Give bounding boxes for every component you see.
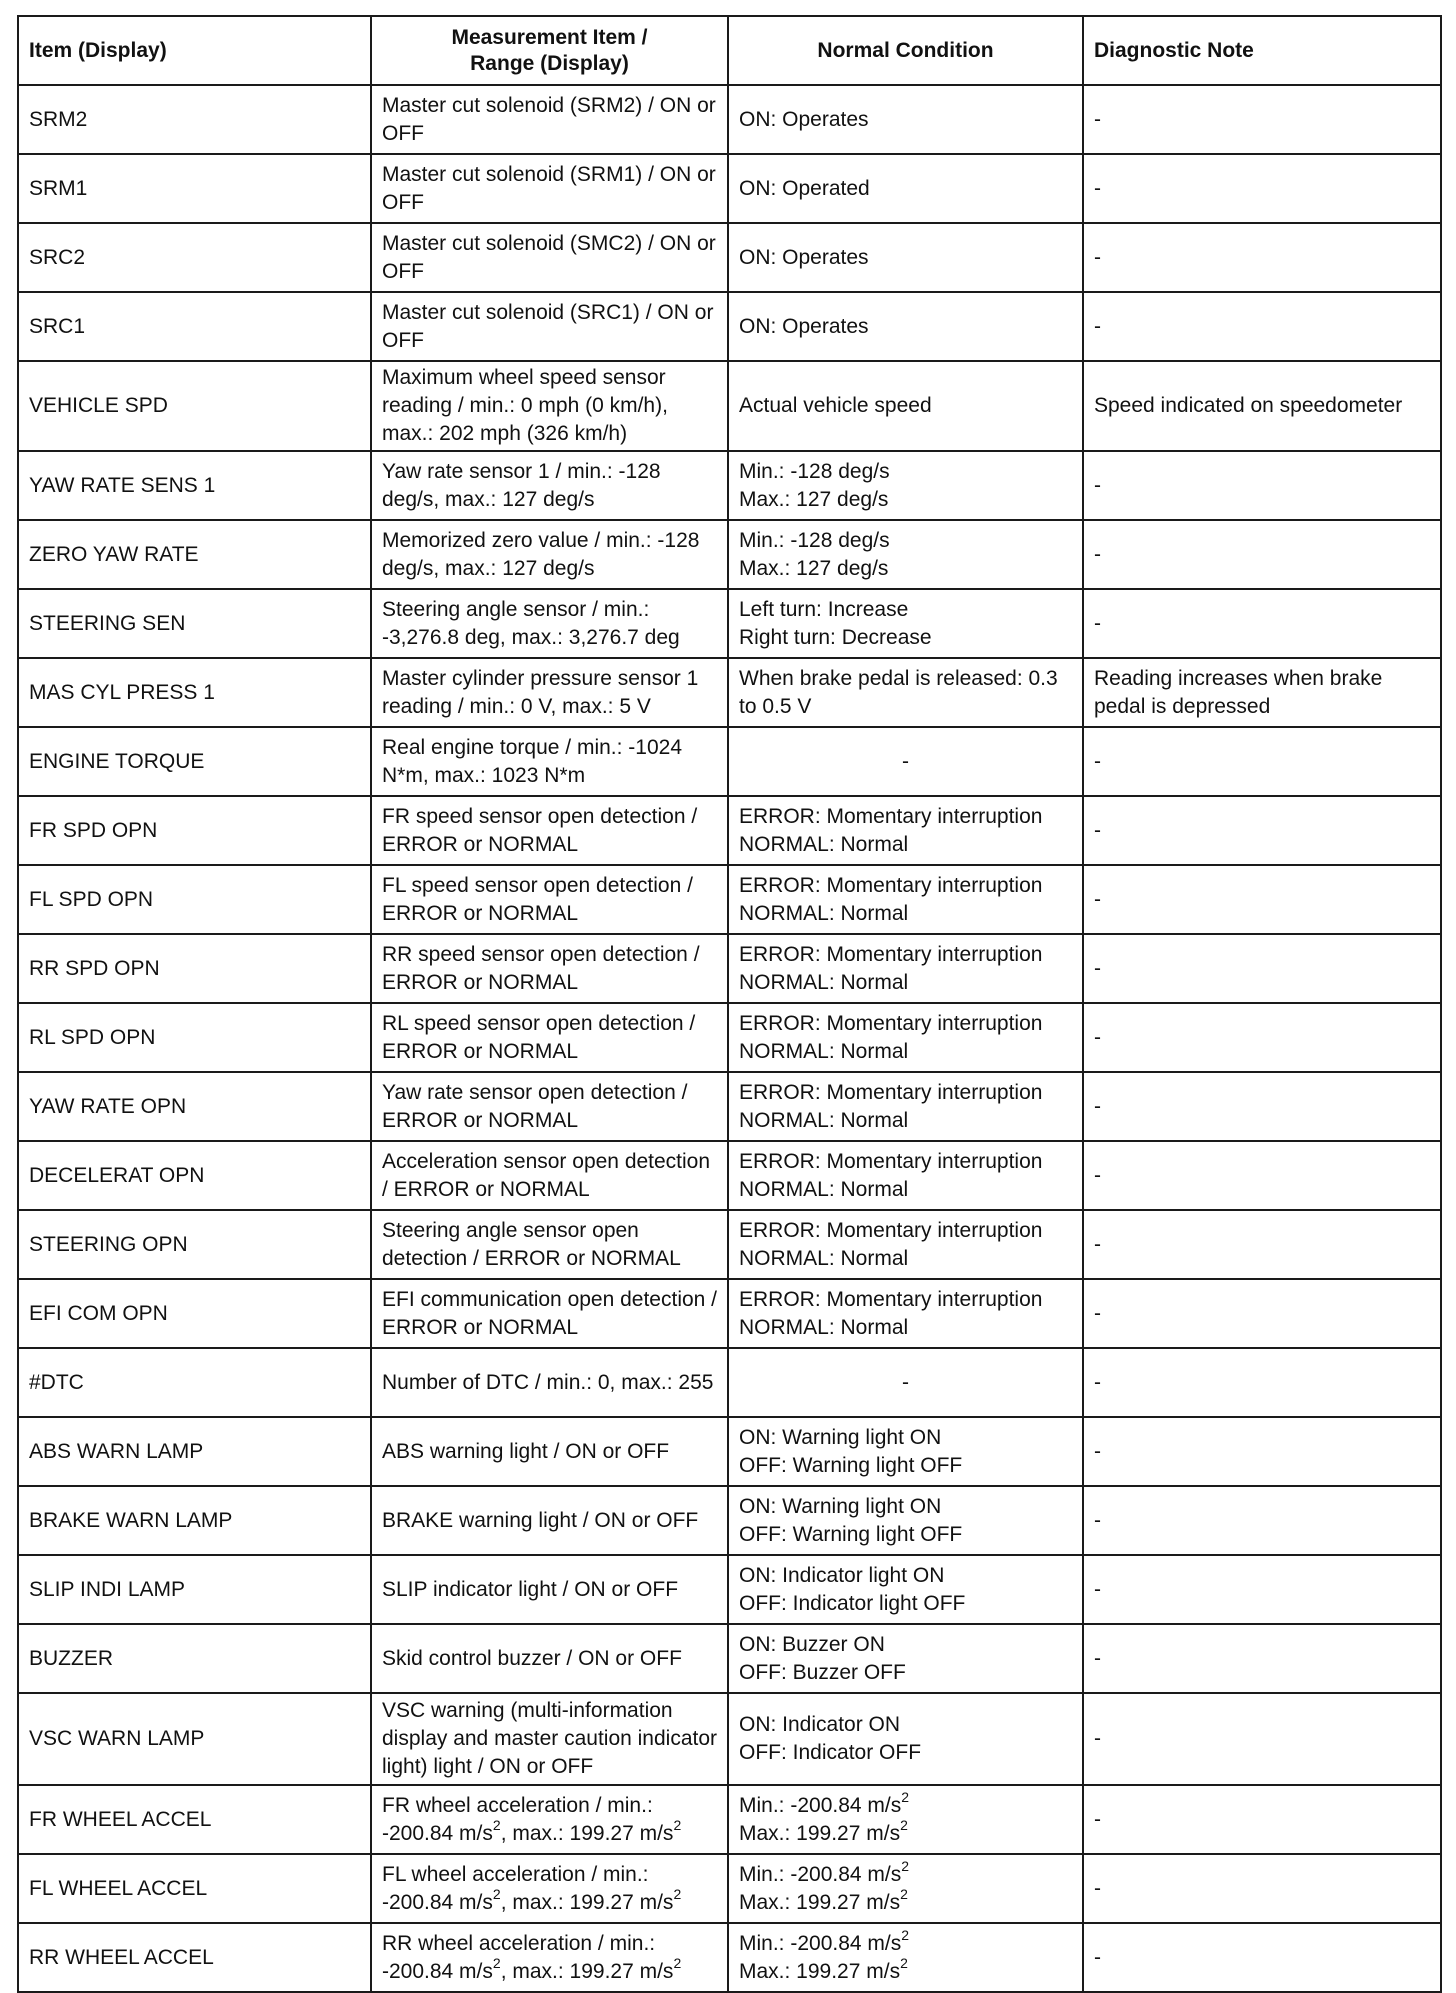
superscript-2: 2 <box>673 1954 682 1971</box>
normal-line: Max.: 199.27 $m/s^2$ <box>739 1885 908 1914</box>
cell-measurement: FR speed sensor open detection / ERROR or NORMAL <box>371 796 728 865</box>
table-row <box>18 1555 1441 1624</box>
table-row <box>18 520 1441 589</box>
normal-line: ON: Operated <box>739 176 870 200</box>
normal-line: Right turn: Decrease <box>739 625 932 649</box>
normal-line: NORMAL: Normal <box>739 1315 909 1339</box>
cell-normal <box>728 1693 1083 1785</box>
normal-line: When brake pedal is released: 0.3 to 0.5 V <box>739 666 1058 718</box>
cell-normal <box>728 1486 1083 1555</box>
cell-item: YAW RATE OPN <box>18 1072 371 1141</box>
cell-item: FR SPD OPN <box>18 796 371 865</box>
table-row <box>18 1486 1441 1555</box>
cell-normal <box>728 727 1083 796</box>
cell-measurement: VSC warning (multi-information display and master caution indicator light) light / ON or OFF <box>371 1693 728 1785</box>
table-row <box>18 1003 1441 1072</box>
normal-line: - <box>902 1370 909 1394</box>
cell-note: - <box>1083 223 1441 292</box>
normal-line: OFF: Warning light OFF <box>739 1453 963 1477</box>
table-row <box>18 1624 1441 1693</box>
cell-note: - <box>1083 1348 1441 1417</box>
normal-line: Min.: -128 deg/s <box>739 528 890 552</box>
table-row <box>18 865 1441 934</box>
cell-normal <box>728 85 1083 154</box>
cell-note: - <box>1083 1417 1441 1486</box>
normal-line: NORMAL: Normal <box>739 1177 909 1201</box>
table-row <box>18 361 1441 451</box>
cell-normal <box>728 520 1083 589</box>
cell-normal <box>728 1854 1083 1923</box>
cell-measurement: Real engine torque / min.: -1024 N*m, max.: 1023 N*m <box>371 727 728 796</box>
cell-measurement: FR wheel acceleration / min.: -200.84 $m/s^2$, max.: 199.27 $m/s^2$ <box>371 1785 728 1854</box>
table-row <box>18 1141 1441 1210</box>
cell-normal <box>728 865 1083 934</box>
superscript-2: 2 <box>492 1885 501 1902</box>
superscript-2: 2 <box>492 1816 501 1833</box>
normal-line: NORMAL: Normal <box>739 1039 909 1063</box>
cell-measurement: Master cut solenoid (SRM1) / ON or OFF <box>371 154 728 223</box>
normal-line: OFF: Buzzer OFF <box>739 1660 906 1684</box>
table-row <box>18 589 1441 658</box>
cell-measurement: Master cut solenoid (SMC2) / ON or OFF <box>371 223 728 292</box>
cell-item: SRC2 <box>18 223 371 292</box>
cell-item: SRM1 <box>18 154 371 223</box>
superscript-2: 2 <box>900 1885 908 1902</box>
normal-line: NORMAL: Normal <box>739 970 909 994</box>
cell-item: FL WHEEL ACCEL <box>18 1854 371 1923</box>
cell-note: - <box>1083 1923 1441 1992</box>
cell-normal <box>728 1141 1083 1210</box>
cell-item: #DTC <box>18 1348 371 1417</box>
table-row <box>18 292 1441 361</box>
cell-normal <box>728 451 1083 520</box>
cell-item: FL SPD OPN <box>18 865 371 934</box>
cell-item: SLIP INDI LAMP <box>18 1555 371 1624</box>
cell-item: VEHICLE SPD <box>18 361 371 451</box>
cell-note: - <box>1083 1555 1441 1624</box>
normal-line: Max.: 127 deg/s <box>739 556 889 580</box>
cell-note: - <box>1083 1003 1441 1072</box>
table-row <box>18 1693 1441 1785</box>
normal-line: NORMAL: Normal <box>739 901 909 925</box>
normal-line: Left turn: Increase <box>739 597 909 621</box>
header-measurement <box>371 16 728 85</box>
cell-item: EFI COM OPN <box>18 1279 371 1348</box>
cell-item: SRM2 <box>18 85 371 154</box>
superscript-2: 2 <box>901 1857 910 1874</box>
cell-note: - <box>1083 292 1441 361</box>
superscript-2: 2 <box>900 1816 908 1833</box>
cell-note: - <box>1083 865 1441 934</box>
cell-measurement: Yaw rate sensor 1 / min.: -128 deg/s, max.: 127 deg/s <box>371 451 728 520</box>
cell-normal <box>728 1072 1083 1141</box>
cell-measurement: Master cut solenoid (SRM2) / ON or OFF <box>371 85 728 154</box>
normal-line: ON: Operates <box>739 314 869 338</box>
superscript-2: 2 <box>900 1954 908 1971</box>
cell-item: ZERO YAW RATE <box>18 520 371 589</box>
cell-item: VSC WARN LAMP <box>18 1693 371 1785</box>
cell-normal <box>728 658 1083 727</box>
cell-normal <box>728 1785 1083 1854</box>
cell-item: RL SPD OPN <box>18 1003 371 1072</box>
cell-item: BRAKE WARN LAMP <box>18 1486 371 1555</box>
normal-line: Min.: -128 deg/s <box>739 459 890 483</box>
cell-note: - <box>1083 1854 1441 1923</box>
normal-line: Min.: -200.84 $m/s^2$ <box>739 1857 910 1886</box>
table-row <box>18 1210 1441 1279</box>
normal-line: ERROR: Momentary interruption <box>739 1149 1043 1173</box>
cell-normal <box>728 1923 1083 1992</box>
normal-line: ERROR: Momentary interruption <box>739 1080 1043 1104</box>
superscript-2: 2 <box>901 1926 910 1943</box>
cell-note: Reading increases when brake pedal is depressed <box>1083 658 1441 727</box>
normal-line: ERROR: Momentary interruption <box>739 1011 1043 1035</box>
normal-line: ERROR: Momentary interruption <box>739 1218 1043 1242</box>
normal-line: ERROR: Momentary interruption <box>739 942 1043 966</box>
normal-line: Max.: 199.27 $m/s^2$ <box>739 1816 908 1845</box>
cell-note: - <box>1083 1279 1441 1348</box>
table-row <box>18 658 1441 727</box>
normal-line: - <box>902 749 909 773</box>
normal-line: ON: Buzzer ON <box>739 1632 885 1656</box>
cell-measurement: Memorized zero value / min.: -128 deg/s, max.: 127 deg/s <box>371 520 728 589</box>
cell-item: MAS CYL PRESS 1 <box>18 658 371 727</box>
normal-line: ERROR: Momentary interruption <box>739 873 1043 897</box>
cell-measurement: Acceleration sensor open detection / ERROR or NORMAL <box>371 1141 728 1210</box>
normal-line: NORMAL: Normal <box>739 1108 909 1132</box>
cell-normal <box>728 1624 1083 1693</box>
normal-line: Min.: -200.84 $m/s^2$ <box>739 1926 910 1955</box>
cell-normal <box>728 589 1083 658</box>
superscript-2: 2 <box>492 1954 501 1971</box>
cell-note: - <box>1083 934 1441 1003</box>
cell-measurement: Maximum wheel speed sensor reading / min.: 0 mph (0 km/h), max.: 202 mph (326 km/h) <box>371 361 728 451</box>
table-row <box>18 451 1441 520</box>
cell-item: YAW RATE SENS 1 <box>18 451 371 520</box>
cell-measurement: EFI communication open detection / ERROR or NORMAL <box>371 1279 728 1348</box>
table-row <box>18 1279 1441 1348</box>
normal-line: OFF: Indicator OFF <box>739 1741 922 1764</box>
cell-normal <box>728 1210 1083 1279</box>
cell-note: - <box>1083 451 1441 520</box>
cell-note: - <box>1083 727 1441 796</box>
normal-line: ON: Operates <box>739 245 869 269</box>
table-row <box>18 1417 1441 1486</box>
cell-item: DECELERAT OPN <box>18 1141 371 1210</box>
cell-normal <box>728 1279 1083 1348</box>
cell-measurement: FL wheel acceleration / min.: -200.84 $m/s^2$, max.: 199.27 $m/s^2$ <box>371 1854 728 1923</box>
cell-item: RR SPD OPN <box>18 934 371 1003</box>
table-row <box>18 1072 1441 1141</box>
cell-measurement: RR speed sensor open detection / ERROR or NORMAL <box>371 934 728 1003</box>
cell-normal <box>728 223 1083 292</box>
cell-measurement: FL speed sensor open detection / ERROR or NORMAL <box>371 865 728 934</box>
normal-line: ERROR: Momentary interruption <box>739 1287 1043 1311</box>
cell-normal <box>728 1348 1083 1417</box>
superscript-2: 2 <box>901 1788 910 1805</box>
cell-item: ENGINE TORQUE <box>18 727 371 796</box>
cell-normal <box>728 1417 1083 1486</box>
cell-measurement: Master cylinder pressure sensor 1 reading / min.: 0 V, max.: 5 V <box>371 658 728 727</box>
cell-note: - <box>1083 1785 1441 1854</box>
cell-item: ABS WARN LAMP <box>18 1417 371 1486</box>
normal-line: Min.: -200.84 $m/s^2$ <box>739 1788 910 1817</box>
table-row <box>18 1785 1441 1854</box>
superscript-2: 2 <box>673 1816 682 1833</box>
cell-item: STEERING OPN <box>18 1210 371 1279</box>
cell-normal <box>728 796 1083 865</box>
cell-item: STEERING SEN <box>18 589 371 658</box>
table-row <box>18 796 1441 865</box>
cell-measurement: RR wheel acceleration / min.: -200.84 $m/s^2$, max.: 199.27 $m/s^2$ <box>371 1923 728 1992</box>
normal-line: ON: Warning light ON <box>739 1425 942 1449</box>
normal-line: ON: Indicator light ON <box>739 1563 945 1587</box>
normal-line: OFF: Warning light OFF <box>739 1522 963 1546</box>
normal-line: ON: Operates <box>739 107 869 131</box>
cell-item: BUZZER <box>18 1624 371 1693</box>
cell-measurement: Master cut solenoid (SRC1) / ON or OFF <box>371 292 728 361</box>
normal-line: Max.: 199.27 $m/s^2$ <box>739 1954 908 1983</box>
normal-line: ON: Indicator ON <box>739 1713 901 1736</box>
cell-measurement: Steering angle sensor / min.: -3,276.8 deg, max.: 3,276.7 deg <box>371 589 728 658</box>
table-row <box>18 85 1441 154</box>
normal-line: Actual vehicle speed <box>739 394 932 417</box>
cell-normal <box>728 154 1083 223</box>
cell-measurement: Number of DTC / min.: 0, max.: 255 <box>371 1348 728 1417</box>
cell-note: - <box>1083 1210 1441 1279</box>
header-item: Item (Display) <box>18 16 371 85</box>
cell-measurement: BRAKE warning light / ON or OFF <box>371 1486 728 1555</box>
cell-note: - <box>1083 1141 1441 1210</box>
table-row <box>18 934 1441 1003</box>
cell-item: FR WHEEL ACCEL <box>18 1785 371 1854</box>
normal-line: NORMAL: Normal <box>739 1246 909 1270</box>
normal-line: ON: Warning light ON <box>739 1494 942 1518</box>
table-row <box>18 1348 1441 1417</box>
superscript-2: 2 <box>673 1885 682 1902</box>
cell-measurement: ABS warning light / ON or OFF <box>371 1417 728 1486</box>
table-row <box>18 154 1441 223</box>
cell-note: - <box>1083 1072 1441 1141</box>
cell-measurement: Steering angle sensor open detection / ERROR or NORMAL <box>371 1210 728 1279</box>
normal-line: NORMAL: Normal <box>739 832 909 856</box>
normal-line: ERROR: Momentary interruption <box>739 804 1043 828</box>
table-row <box>18 727 1441 796</box>
cell-note: - <box>1083 1486 1441 1555</box>
header-note: Diagnostic Note <box>1083 16 1441 85</box>
normal-line: Max.: 127 deg/s <box>739 487 889 511</box>
header-measurement-line1: Measurement Item / <box>451 25 648 49</box>
cell-note: Speed indicated on speedometer <box>1083 361 1441 451</box>
table-row <box>18 1854 1441 1923</box>
cell-item: SRC1 <box>18 292 371 361</box>
normal-line: OFF: Indicator light OFF <box>739 1591 966 1615</box>
table-row <box>18 223 1441 292</box>
cell-note: - <box>1083 796 1441 865</box>
cell-item: RR WHEEL ACCEL <box>18 1923 371 1992</box>
cell-note: - <box>1083 1624 1441 1693</box>
cell-measurement: SLIP indicator light / ON or OFF <box>371 1555 728 1624</box>
cell-normal <box>728 1003 1083 1072</box>
header-row <box>18 16 1441 85</box>
cell-note: - <box>1083 1693 1441 1785</box>
header-measurement-line2: Range (Display) <box>470 51 629 75</box>
cell-measurement: Skid control buzzer / ON or OFF <box>371 1624 728 1693</box>
cell-note: - <box>1083 589 1441 658</box>
cell-note: - <box>1083 85 1441 154</box>
cell-note: - <box>1083 520 1441 589</box>
cell-normal <box>728 1555 1083 1624</box>
cell-normal <box>728 361 1083 451</box>
cell-measurement: Yaw rate sensor open detection / ERROR or NORMAL <box>371 1072 728 1141</box>
table-row <box>18 1923 1441 1992</box>
cell-normal <box>728 934 1083 1003</box>
cell-note: - <box>1083 154 1441 223</box>
data-list-table <box>17 15 1442 1993</box>
cell-normal <box>728 292 1083 361</box>
cell-measurement: RL speed sensor open detection / ERROR or NORMAL <box>371 1003 728 1072</box>
header-normal: Normal Condition <box>728 16 1083 85</box>
